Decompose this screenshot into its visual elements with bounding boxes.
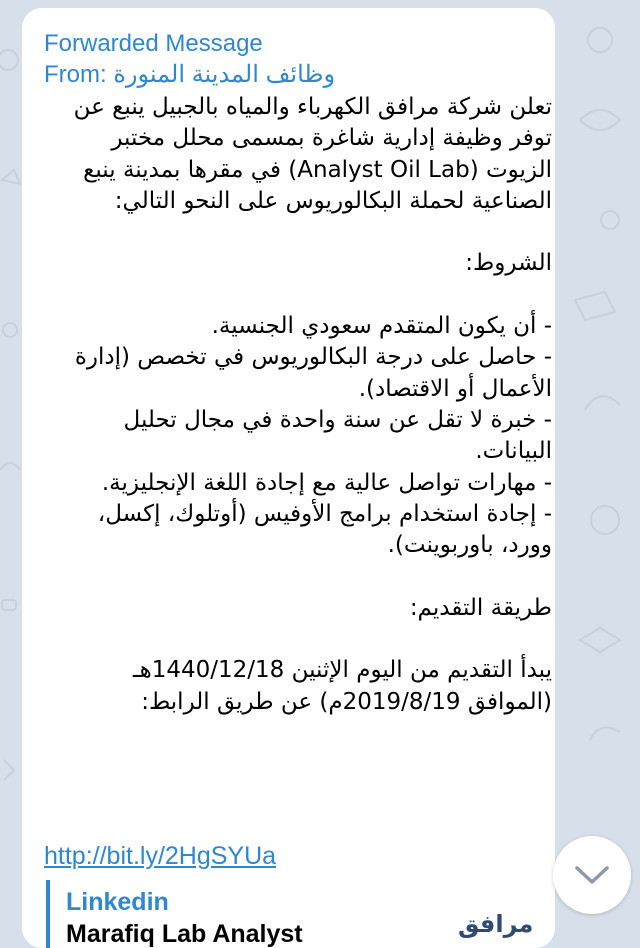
condition-item: - إجادة استخدام برامج الأوفيس (أوتلوك، إكسل، وورد، باوربوينت). — [97, 500, 552, 559]
link-preview[interactable] — [46, 880, 546, 948]
condition-item: - أن يكون المتقدم سعودي الجنسية. — [211, 313, 552, 340]
forward-source[interactable]: From: وظائف المدينة المنورة — [44, 61, 336, 88]
condition-item: - حاصل على درجة البكالوريوس في تخصص (إدارة الأعمال أو الاقتصاد). — [74, 344, 552, 402]
intro-paragraph: تعلن شركة مرافق الكهرباء والمياه بالجبيل ينبع عن توفر وظيفة إدارية شاغرة بمسمى محلل مختبر الزيوت (Analyst Oil Lab) في مقرها بمدينة ينبع الصناعية لحملة البكالوريوس على النحو التالي: — [73, 94, 552, 214]
condition-item: - خبرة لا تقل عن سنة واحدة في مجال تحليل البيانات. — [123, 406, 552, 465]
apply-heading: طريقة التقديم: — [409, 594, 552, 621]
preview-logo: مرافق — [458, 910, 534, 938]
preview-title: Marafiq Lab Analyst — [66, 920, 303, 948]
forward-header[interactable] — [44, 28, 335, 90]
preview-site-name: Linkedin — [66, 888, 169, 916]
conditions-heading: الشروط: — [465, 250, 552, 277]
message-text — [44, 92, 552, 718]
chevron-down-icon — [574, 864, 610, 886]
link-row — [44, 840, 276, 872]
apply-paragraph: يبدأ التقديم من اليوم الإثنين 1440/12/18هـ (الموافق 2019/8/19م) عن طريق الرابط: — [132, 657, 552, 715]
scroll-down-button[interactable] — [553, 836, 631, 914]
apply-link[interactable]: http://bit.ly/2HgSYUa — [44, 842, 277, 870]
forwarded-label: Forwarded Message — [44, 30, 263, 57]
condition-item: - مهارات تواصل عالية مع إجادة اللغة الإنجليزية. — [101, 469, 552, 496]
message-bubble[interactable] — [22, 8, 555, 948]
